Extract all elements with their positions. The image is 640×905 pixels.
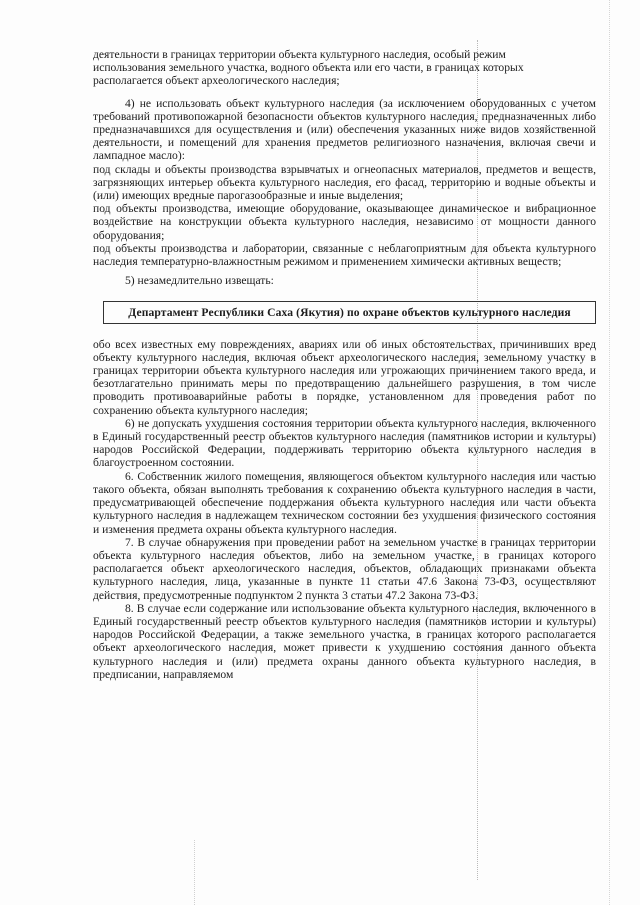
paragraph-continuation: использования земельного участка, водного объекта или его части, в границах которых <box>93 61 524 75</box>
item-5-continuation: обо всех известных ему повреждениях, авариях или об иных обстоятельствах, причинивших вред объекту культурного наследия, включая объект археологического наследия, земельному участку в границах территории объекта культурного наследия или угрожающих причинением такого вреда, и безотлагательно принимать меры по предотвращению дальнейшего разрушения, в том числе проводить противоаварийные работы в порядке, установленном для проведения работ по сохранению объекта культурного наследия; <box>93 337 596 417</box>
subitem-warehouses: под склады и объекты производства взрывчатых и огнеопасных материалов, предметов и веществ, загрязняющих интерьер объекта культурного наследия, его фасад, территорию и водные объекты и (или) имеющих вредные парогазообразные и иные выделения; <box>93 162 596 203</box>
document-body <box>93 48 596 681</box>
paragraph-continuation: деятельности в границах территории объекта культурного наследия, особый режим <box>93 48 506 61</box>
scan-artifact-line <box>194 840 195 905</box>
subitem-laboratories: под объекты производства и лаборатории, связанные с неблагоприятным для объекта культурного наследия температурно-влажностным режимом и применением химически активных веществ; <box>93 241 596 269</box>
department-box <box>103 301 596 323</box>
paragraph-8: 8. В случае если содержание или использование объекта культурного наследия, включенного в Единый государственный реестр объектов культурного наследия (памятников истории и культуры) народов Российской Федерации, а также земельного участка, в границах которого располагается объект археологического наследия, может привести к ухудшению состояния данного объекта культурного наследия и (или) предмета охраны данного объекта культурного наследия, в предписании, направляемом <box>93 601 596 681</box>
item-6: 6) не допускать ухудшения состояния территории объекта культурного наследия, включенного в Единый государственный реестр объектов культурного наследия (памятников истории и культуры) народов Российской Федерации, поддерживать территорию объекта культурного наследия в благоустроенном состоянии. <box>93 416 596 470</box>
item-5: 5) незамедлительно извещать: <box>125 274 274 288</box>
subitem-production: под объекты производства, имеющие оборудование, оказывающее динамическое и вибрационное воздействие на конструкции объекта культурного наследия, независимо от мощности данного оборудования; <box>93 202 596 242</box>
scan-artifact-line <box>609 0 610 905</box>
paragraph-continuation: располагается объект археологического наследия; <box>93 74 340 88</box>
department-label: Департамент Республики Саха (Якутия) по охране объектов культурного наследия <box>128 306 571 320</box>
paragraph-7: 7. В случае обнаружения при проведении работ на земельном участке в границах территории объекта культурного наследия объектов, либо на земельном участке, в границах которого располагается объект археологического наследия, объектов, обладающих признаками объекта культурного наследия, лица, указанные в пункте 11 статьи 47.6 Закона 73-ФЗ, осуществляют действия, предусмотренные подпунктом 2 пункта 3 статьи 47.2 Закона 73-ФЗ. <box>93 535 596 602</box>
paragraph-6: 6. Собственник жилого помещения, являющегося объектом культурного наследия или частью такого объекта, обязан выполнять требования к сохранению объекта культурного наследия в части, предусматривающей обеспечение поддержания объекта культурного наследия или части объекта культурного наследия в надлежащем техническом состоянии без ухудшения физического состояния и изменения предмета охраны объекта культурного наследия. <box>93 469 596 536</box>
item-4: 4) не использовать объект культурного наследия (за исключением оборудованных с учетом требований противопожарной безопасности объектов культурного наследия, предназначенных либо предназначавшихся для осуществления и (или) обеспечения указанных ниже видов хозяйственной деятельности, и помещений для хранения предметов религиозного назначения, включая свечи и лампадное масло): <box>93 96 596 163</box>
